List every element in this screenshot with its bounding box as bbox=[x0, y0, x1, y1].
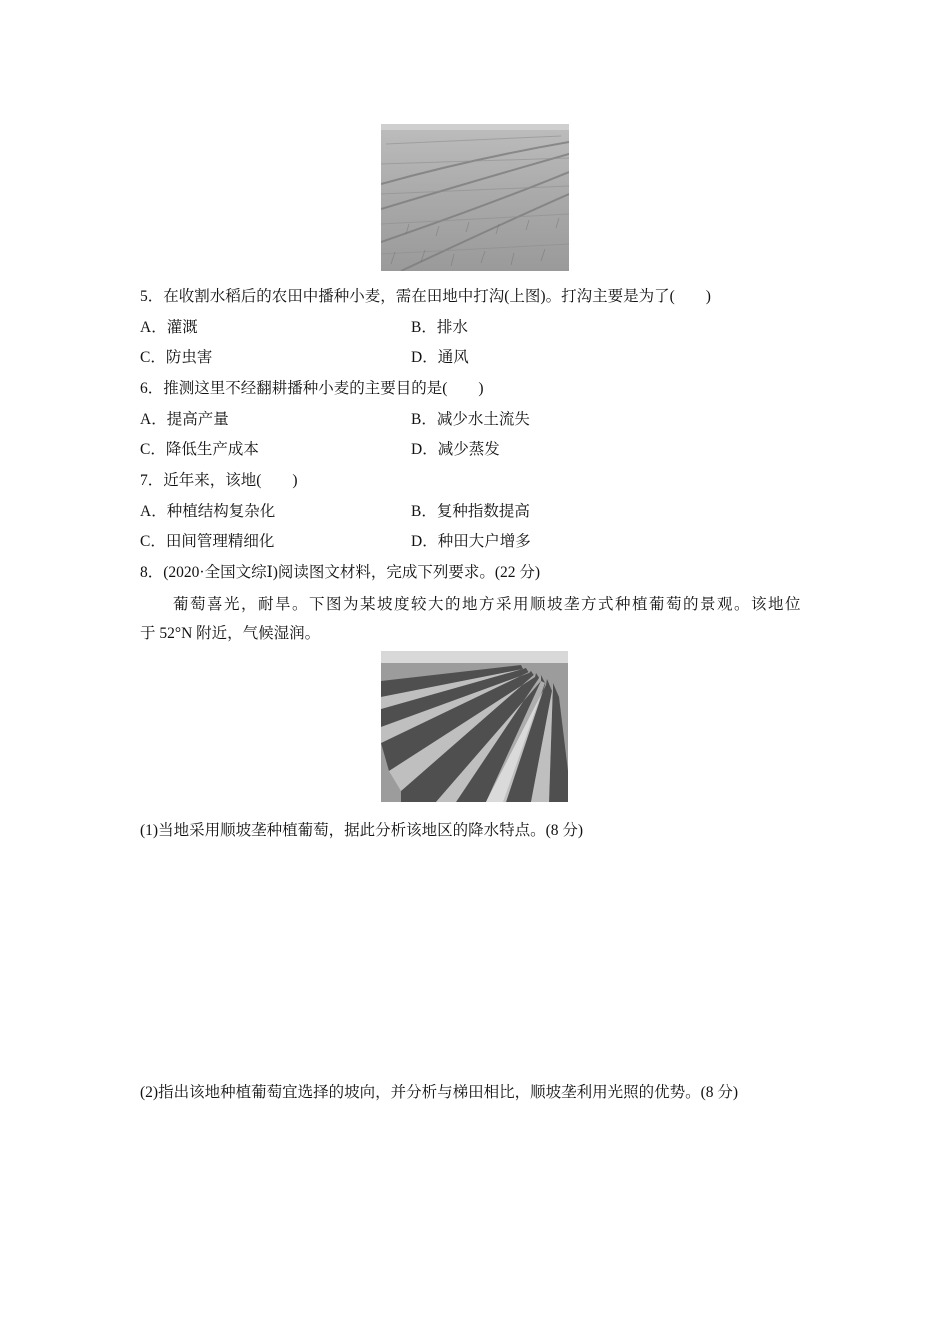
q5-option-a[interactable]: A．灌溉 bbox=[140, 319, 198, 336]
q6-option-a[interactable]: A．提高产量 bbox=[140, 411, 229, 428]
question-8-stem: 8．(2020·全国文综Ⅰ)阅读图文材料，完成下列要求。(22 分) bbox=[140, 564, 541, 581]
question-6-stem: 6．推测这里不经翻耕播种小麦的主要目的是( ) bbox=[140, 380, 484, 397]
q6-option-d[interactable]: D．减少蒸发 bbox=[411, 441, 500, 458]
q8-material-line-1: 葡萄喜光，耐旱。下图为某坡度较大的地方采用顺坡垄方式种植葡萄的景观。该地位 bbox=[173, 596, 803, 613]
q5-option-c[interactable]: C．防虫害 bbox=[140, 349, 213, 366]
question-7-stem: 7．近年来，该地( ) bbox=[140, 472, 298, 489]
q7-option-c[interactable]: C．田间管理精细化 bbox=[140, 533, 275, 550]
q6-option-b[interactable]: B．减少水土流失 bbox=[411, 411, 530, 428]
q6-option-c[interactable]: C．降低生产成本 bbox=[140, 441, 259, 458]
question-5-stem: 5．在收割水稻后的农田中播种小麦，需在田地中打沟(上图)。打沟主要是为了( ) bbox=[140, 288, 711, 305]
q7-option-d[interactable]: D．种田大户增多 bbox=[411, 533, 531, 550]
q8-subquestion-2: (2)指出该地种植葡萄宜选择的坡向，并分析与梯田相比，顺坡垄利用光照的优势。(8 分) bbox=[140, 1084, 739, 1101]
q7-option-a[interactable]: A．种植结构复杂化 bbox=[140, 503, 276, 520]
vineyard-slope-rows-photo bbox=[381, 651, 568, 802]
wheat-field-furrows-photo bbox=[381, 124, 569, 271]
q8-subquestion-1: (1)当地采用顺坡垄种植葡萄，据此分析该地区的降水特点。(8 分) bbox=[140, 822, 584, 839]
q7-option-b[interactable]: B．复种指数提高 bbox=[411, 503, 530, 520]
q5-option-b[interactable]: B．排水 bbox=[411, 319, 468, 336]
q8-material-line-2: 于 52°N 附近，气候湿润。 bbox=[140, 625, 321, 642]
q5-option-d[interactable]: D．通风 bbox=[411, 349, 469, 366]
